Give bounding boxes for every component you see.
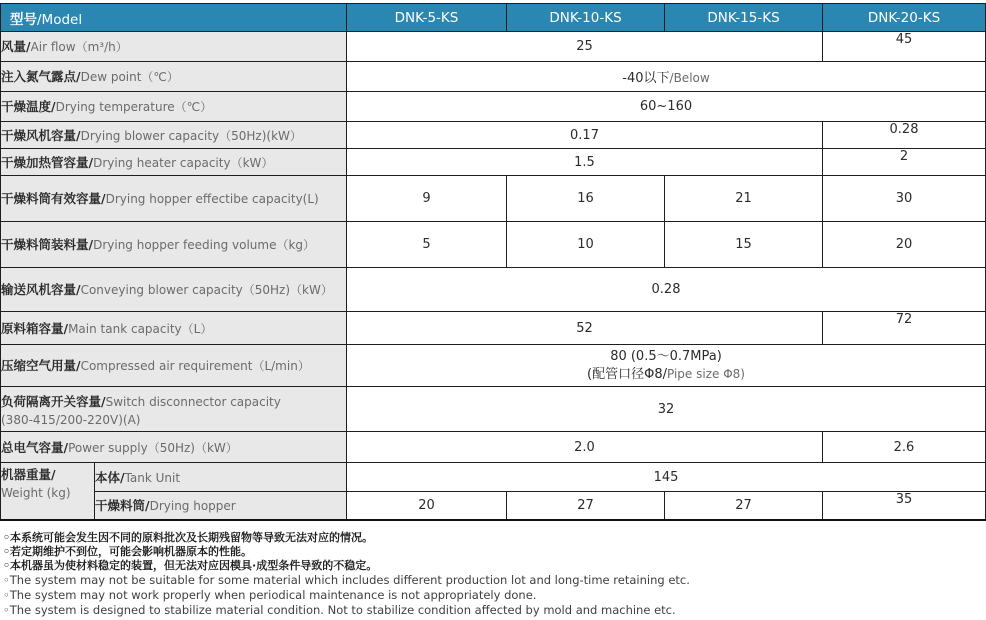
- row-feeding-volume: [1, 222, 986, 268]
- value-hopper-capacity-dnk15: 21: [665, 176, 823, 222]
- footnotes: [3, 531, 986, 618]
- label-en: Air flow（m³/h）: [30, 40, 128, 55]
- label-drying-temperature: [1, 92, 347, 122]
- value-drying-blower-main: 0.17: [347, 122, 823, 149]
- footnote-en-2: ◦The system may not work properly when periodical maintenance is not appropriately done.: [3, 587, 537, 602]
- value-drying-temperature: 60~160: [347, 92, 986, 122]
- model-label-en: /Model: [37, 11, 83, 28]
- label-drying-heater: [1, 149, 347, 176]
- label-en: Dew point（℃）: [80, 70, 179, 85]
- row-dew-point: [1, 62, 986, 92]
- label-zh: 干燥风机容量/: [1, 127, 81, 143]
- value-drying-heater-main: 1.5: [347, 149, 823, 176]
- row-air-flow: [1, 32, 986, 62]
- label-en-line2: (380-415/200-220V)(A): [1, 412, 141, 427]
- label-zh: 注入氮气露点/: [1, 69, 81, 85]
- label-zh: 干燥料筒装料量/: [1, 237, 94, 253]
- label-zh: 干燥料筒/: [95, 497, 150, 513]
- row-main-tank: [1, 312, 986, 345]
- value-conveying-blower: 0.28: [347, 268, 986, 312]
- label-zh: 干燥料筒有效容量/: [1, 191, 106, 207]
- label-main-tank: [1, 312, 347, 345]
- value-drying-heater-dnk20: 2: [823, 149, 986, 176]
- label-en: Drying hopper effectibe capacity(L): [105, 192, 319, 207]
- value-power-supply-dnk20: 2.6: [823, 432, 986, 463]
- row-hopper-capacity: [1, 176, 986, 222]
- label-zh: 负荷隔离开关容量/: [1, 394, 106, 410]
- label-en: Drying hopper feeding volume（kg）: [93, 238, 316, 253]
- row-weight-drying-hopper: [1, 492, 986, 520]
- value-en: /Below: [669, 71, 710, 85]
- label-zh: 机器重量/: [1, 467, 56, 482]
- label-en: Power supply（50Hz)（kW）: [68, 440, 238, 455]
- value-hopper-capacity-dnk20: 30: [823, 176, 986, 222]
- label-hopper-capacity: [1, 176, 347, 222]
- value-line2-zh: (配管口径Φ8/: [587, 366, 667, 382]
- label-dew-point: [1, 62, 347, 92]
- row-compressed-air: [1, 345, 986, 387]
- label-en: Conveying blower capacity（50Hz)（kW）: [80, 283, 333, 298]
- label-drying-hopper: [95, 492, 347, 520]
- label-en: Main tank capacity（L）: [68, 321, 213, 336]
- row-power-supply: [1, 432, 986, 463]
- label-zh: 原料箱容量/: [1, 320, 69, 336]
- value-drying-blower-dnk20: 0.28: [823, 122, 986, 149]
- value-power-supply-main: 2.0: [347, 432, 823, 463]
- value-dew-point: [347, 62, 986, 92]
- label-compressed-air: [1, 345, 347, 387]
- value-switch-disconnector: 32: [347, 387, 986, 432]
- value-zh: -40以下: [622, 71, 670, 86]
- label-power-supply: [1, 432, 347, 463]
- label-en: Tank Unit: [124, 470, 181, 485]
- row-conveying-blower: [1, 268, 986, 312]
- footnote-zh-3: ◦本机器虽为使材料稳定的装置，但无法对应因模具·成型条件导致的不稳定。: [3, 558, 378, 572]
- value-drying-hopper-dnk10: 27: [507, 492, 665, 520]
- value-feeding-volume-dnk15: 15: [665, 222, 823, 268]
- header-row: [1, 4, 986, 32]
- column-header-dnk-20-ks: DNK-20-KS: [823, 4, 986, 32]
- model-label-zh: 型号: [10, 11, 37, 28]
- label-air-flow: [1, 32, 347, 62]
- label-en: Switch disconnector capacity: [105, 395, 281, 410]
- value-air-flow-main: 25: [347, 32, 823, 62]
- value-hopper-capacity-dnk5: 9: [347, 176, 507, 222]
- label-en: Drying temperature（℃）: [55, 100, 213, 115]
- value-main-tank-dnk20: 72: [823, 312, 986, 345]
- column-header-dnk-10-ks: DNK-10-KS: [507, 4, 665, 32]
- footnote-en-1: ◦The system may not be suitable for some material which includes different production lot and long-time retaining etc.: [3, 572, 690, 587]
- row-drying-temperature: [1, 92, 986, 122]
- label-zh: 干燥加热管容量/: [1, 154, 94, 170]
- row-drying-blower: [1, 122, 986, 149]
- row-weight-tank-unit: [1, 463, 986, 492]
- label-drying-blower: [1, 122, 347, 149]
- label-conveying-blower: [1, 268, 347, 312]
- label-en: Compressed air requirement（L/min）: [80, 359, 310, 374]
- value-feeding-volume-dnk5: 5: [347, 222, 507, 268]
- value-feeding-volume-dnk20: 20: [823, 222, 986, 268]
- label-feeding-volume: [1, 222, 347, 268]
- column-header-dnk-5-ks: DNK-5-KS: [347, 4, 507, 32]
- label-zh: 压缩空气用量/: [1, 358, 81, 374]
- label-en: Drying heater capacity（kW）: [93, 155, 274, 170]
- label-weight: [1, 463, 95, 520]
- value-hopper-capacity-dnk10: 16: [507, 176, 665, 222]
- footnote-zh-2: ◦若定期维护不到位，可能会影响机器原本的性能。: [3, 544, 253, 558]
- label-zh: 风量/: [1, 39, 31, 55]
- label-en: Drying hopper: [149, 498, 236, 513]
- value-feeding-volume-dnk10: 10: [507, 222, 665, 268]
- label-zh: 总电气容量/: [1, 439, 69, 455]
- spec-table: [0, 3, 986, 521]
- label-en: Drying blower capacity（50Hz)(kW）: [80, 128, 302, 143]
- label-en: Weight (kg): [1, 485, 71, 500]
- value-line2-en: Pipe size Φ8): [667, 366, 745, 381]
- value-drying-hopper-dnk5: 20: [347, 492, 507, 520]
- label-switch-disconnector: [1, 387, 347, 432]
- row-drying-heater: [1, 149, 986, 176]
- value-tank-unit: 145: [347, 463, 986, 492]
- footnote-zh-1: ◦本系统可能会发生因不同的原料批次及长期残留物等导致无法对应的情况。: [3, 530, 374, 544]
- value-compressed-air: [347, 345, 986, 387]
- column-header-dnk-15-ks: DNK-15-KS: [665, 4, 823, 32]
- value-drying-hopper-dnk15: 27: [665, 492, 823, 520]
- label-tank-unit: [95, 463, 347, 492]
- label-zh: 本体/: [95, 469, 125, 485]
- model-header-cell: [1, 4, 347, 32]
- label-zh: 输送风机容量/: [1, 282, 81, 298]
- row-switch-disconnector: [1, 387, 986, 432]
- value-drying-hopper-dnk20: 35: [823, 492, 986, 520]
- value-line1: 80 (0.5～0.7MPa): [610, 348, 722, 364]
- label-zh: 干燥温度/: [1, 99, 56, 115]
- footnote-en-3: ◦The system is designed to stabilize material condition. Not to stabilize condition affected by mold and machine etc.: [3, 602, 676, 617]
- value-air-flow-dnk20: 45: [823, 32, 986, 62]
- value-main-tank-main: 52: [347, 312, 823, 345]
